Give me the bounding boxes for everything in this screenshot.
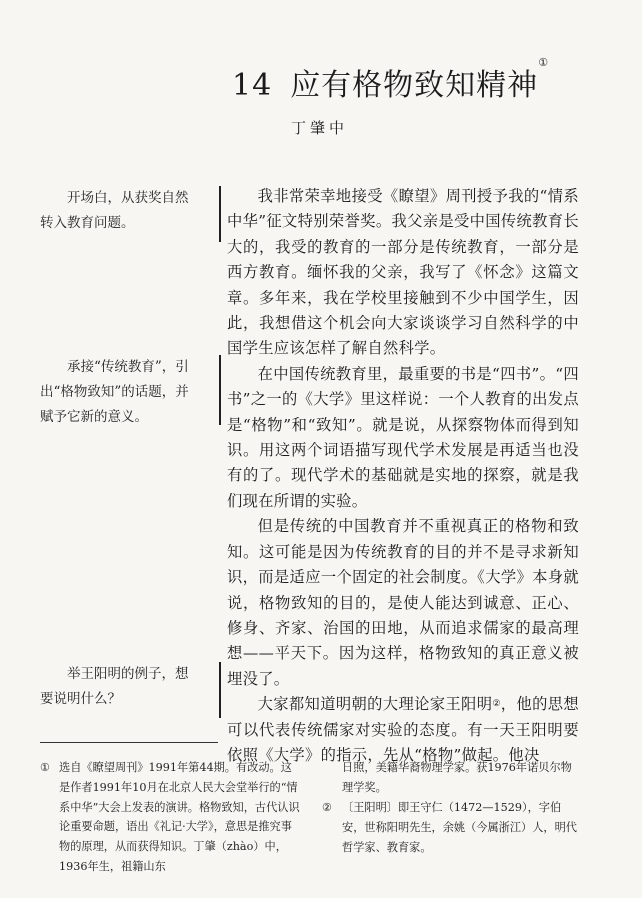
footnote-1 (40, 758, 302, 877)
body-text: ，他的思想可以代表传统儒家对实验的态度。有一天王阳明要依照《大学》的指示，先从“格物”做起。他决 (227, 695, 579, 764)
footnote-marker-2: ② (492, 699, 501, 710)
side-note-text: 承接“传统教育”，引出“格物致知”的话题，并赋予它新的意义。 (40, 359, 189, 425)
body-paragraph: 我非常荣幸地接受《瞭望》周刊授予我的“情系中华”征文特别荣誉奖。我父亲是受中国传统教育长大的，我受的教育的一部分是传统教育，一部分是西方教育。缅怀我的父亲，我写了《怀念》这篇文章。多年来，我在学校里接触到不少中国学生，因此，我想借这个机会向大家谈谈学习自然科学的中国学生应该怎样了解自然科学。 (227, 187, 579, 358)
margin-rule-2 (219, 355, 221, 425)
footnote-1-continued (342, 758, 582, 798)
body-paragraph (227, 692, 579, 768)
article-body (227, 184, 579, 768)
margin-rule-3 (219, 662, 221, 718)
body-text: 大家都知道明朝的大理论家王阳明 (257, 695, 493, 714)
footnote-2-marker: ② (322, 801, 333, 814)
footnote-2 (322, 798, 580, 857)
footnote-2-text: 〔王阳明〕即王守仁（1472—1529），字伯安，世称阳明先生，余姚（今属浙江）人，明代哲学家、教育家。 (342, 801, 577, 854)
side-note-text: 开场白，从获奖自然转入教育问题。 (40, 190, 189, 231)
side-note-3 (40, 662, 198, 712)
lesson-number: 14 (232, 68, 273, 103)
side-note-1 (40, 186, 198, 236)
lesson-title-text: 应有格物致知精神 (290, 68, 539, 103)
footnote-1-text-continued: 日照，美籍华裔物理学家。获1976年诺贝尔物理学奖。 (342, 761, 572, 794)
body-paragraph: 但是传统的中国教育并不重视真正的格物和致知。这可能是因为传统教育的目的并不是寻求新知识，而是适应一个固定的社会制度。《大学》本身就说，格物致知的目的，是使人能达到诚意、正心、修身、齐家、治国的田地，从而追求儒家的最高理想——平天下。因为这样，格物致知的真正意义被埋没了。 (227, 517, 579, 688)
footnote-1-text: 选自《瞭望周刊》1991年第44期。有改动。这是作者1991年10月在北京人民大会堂举行的“情系中华”大会上发表的演讲。格物致知，古代认识论重要命题，语出《礼记·大学》，意思是推究事物的原理，从而获得知识。丁肇（zhào）中，1936年生，祖籍山东 (59, 761, 300, 873)
title-footnote-marker: ① (538, 56, 550, 69)
side-note-text: 举王阳明的例子，想要说明什么？ (40, 666, 189, 707)
footnote-1-marker: ① (40, 761, 51, 774)
margin-rule-1 (219, 186, 221, 242)
side-note-2 (40, 355, 198, 430)
lesson-title (232, 56, 550, 104)
author-name: 丁肇中 (291, 119, 349, 137)
body-paragraph: 在中国传统教育里，最重要的书是“四书”。“四书”之一的《大学》里这样说：一个人教育的出发点是“格物”和“致知”。就是说，从探察物体而得到知识。用这两个词语描写现代学术发展是再适当也没有的了。现代学术的基础就是实地的探察，就是我们现在所谓的实验。 (227, 364, 579, 510)
footnote-divider (40, 742, 218, 743)
